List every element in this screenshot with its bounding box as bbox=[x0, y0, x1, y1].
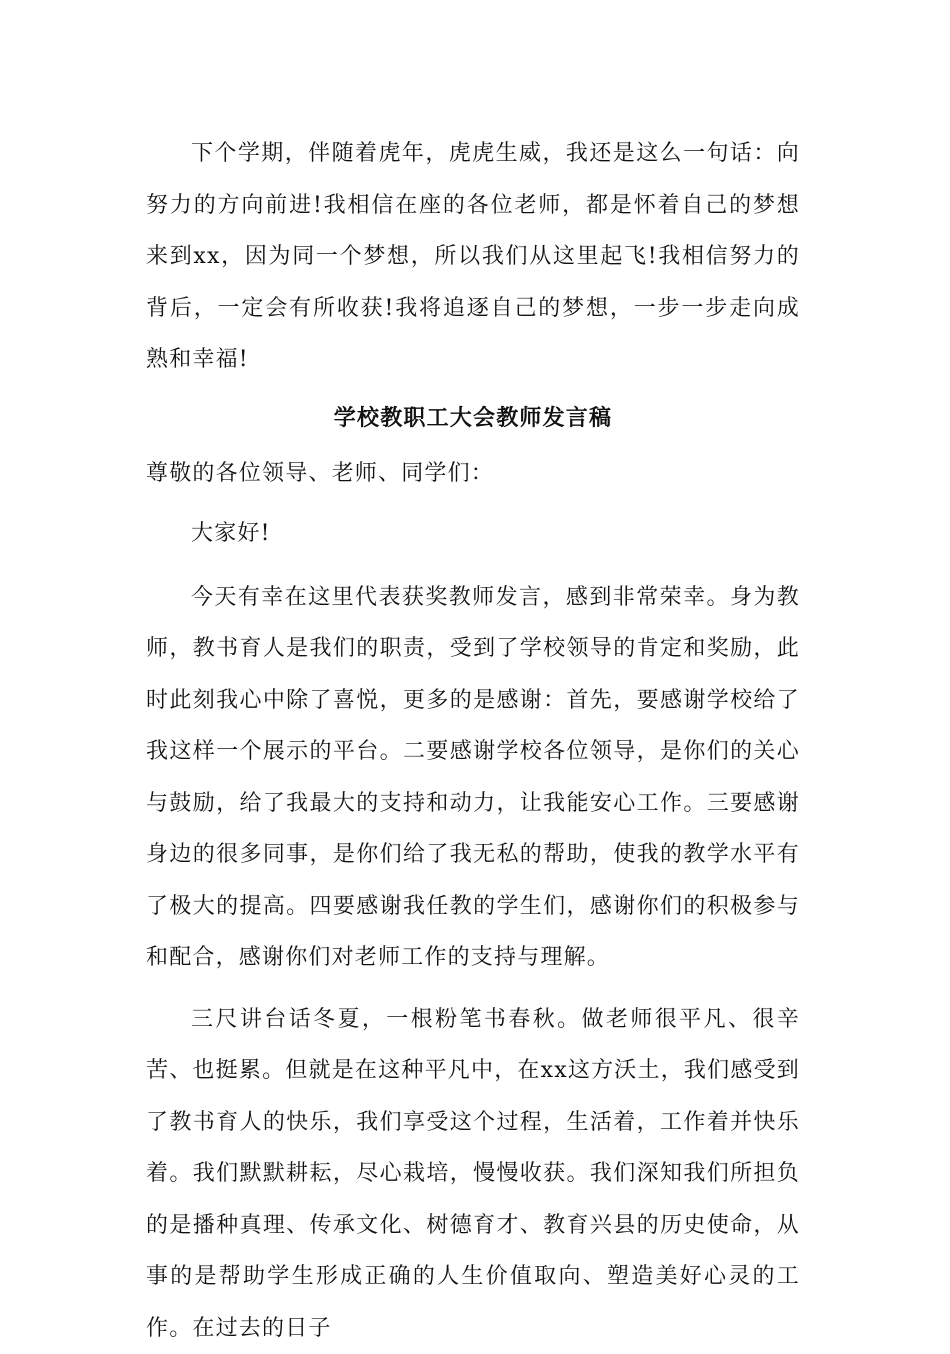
greeting: 大家好! bbox=[146, 502, 800, 566]
body-paragraph-1: 今天有幸在这里代表获奖教师发言，感到非常荣幸。身为教师，教书育人是我们的职责，受到了学校领导的肯定和奖励，此时此刻我心中除了喜悦，更多的是感谢：首先，要感谢学校给了我这样一个展示的平台。二要感谢学校各位领导，是你们的关心与鼓励，给了我最大的支持和动力，让我能安心工作。三要感谢身边的很多同事，是你们给了我无私的帮助，使我的教学水平有了极大的提高。四要感谢我任教的学生们，感谢你们的积极参与和配合，感谢你们对老师工作的支持与理解。 bbox=[146, 572, 800, 984]
intro-paragraph: 下个学期，伴随着虎年，虎虎生威，我还是这么一句话：向努力的方向前进!我相信在座的各位老师，都是怀着自己的梦想来到xx，因为同一个梦想，所以我们从这里起飞!我相信努力的背后，一定会有所收获!我将追逐自己的梦想，一步一步走向成熟和幸福! bbox=[146, 128, 800, 386]
salutation: 尊敬的各位领导、老师、同学们： bbox=[146, 446, 800, 502]
document-title: 学校教职工大会教师发言稿 bbox=[146, 386, 800, 446]
document-page bbox=[146, 128, 800, 1354]
body-paragraph-2: 三尺讲台话冬夏，一根粉笔书春秋。做老师很平凡、很辛苦、也挺累。但就是在这种平凡中，在xx这方沃土，我们感受到了教书育人的快乐，我们享受这个过程，生活着，工作着并快乐着。我们默默耕耘，尽心栽培，慢慢收获。我们深知我们所担负的是播种真理、传承文化、树德育才、教育兴县的历史使命，从事的是帮助学生形成正确的人生价值取向、塑造美好心灵的工作。在过去的日子 bbox=[146, 994, 800, 1354]
